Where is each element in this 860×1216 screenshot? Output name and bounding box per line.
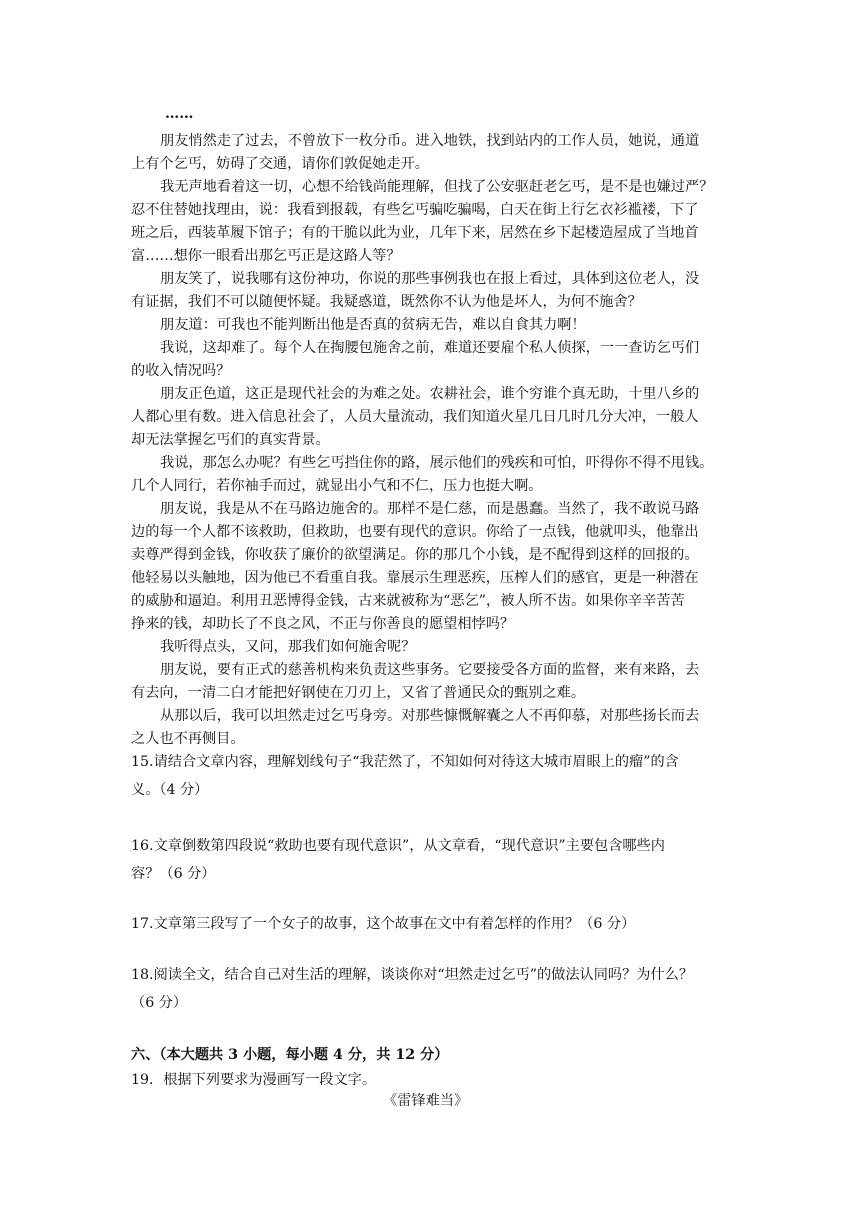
- passage-line: 富……想你一眼看出那乞丐正是这路人等？: [131, 248, 401, 264]
- passage-line: 卖尊严得到金钱，你收获了廉价的欲望满足。你的那几个小钱，是不配得到这样的回报的。: [131, 547, 699, 563]
- question-17: 17.文章第三段写了一个女子的故事，这个故事在文中有着怎样的作用？（6 分）: [131, 916, 636, 932]
- passage-line: 朋友正色道，这正是现代社会的为难之处。农耕社会，谁个穷谁个真无助，十里八乡的: [160, 386, 700, 402]
- passage-line: 我无声地看着这一切，心想不给钱尚能理解，但找了公安驱赶老乞丐，是不是也嫌过严？: [160, 179, 714, 195]
- passage-line: 有证据，我们不可以随便怀疑。我疑惑道，既然你不认为他是坏人，为何不施舍？: [131, 294, 642, 310]
- passage-line: 朋友道：可我也不能判断出他是否真的贫病无告，难以自食其力啊！: [160, 317, 586, 333]
- passage-line: 我听得点头，又问，那我们如何施舍呢？: [160, 639, 416, 655]
- passage-line: 的威胁和逼迫。利用丑恶博得金钱，古来就被称为“恶乞”，被人所不齿。如果你辛辛苦苦: [131, 593, 685, 609]
- ellipsis-line: ……: [165, 106, 194, 122]
- passage-line: 他轻易以头触地，因为他已不看重自我。靠展示生理恶疾，压榨人们的感官，更是一种潜在: [131, 570, 699, 586]
- passage-line: 朋友悄然走了过去，不曾放下一枚分币。进入地铁，找到站内的工作人员，她说，通道: [160, 133, 700, 149]
- passage-line: 挣来的钱，却助长了不良之风，不正与你善良的愿望相悖吗？: [131, 616, 515, 632]
- passage-line: 却无法掌握乞丐们的真实背景。: [131, 432, 330, 448]
- question-18: 18.阅读全文，结合自己对生活的理解，谈谈你对“坦然走过乞丐”的做法认同吗？为什么？: [131, 967, 694, 983]
- passage-line: 忍不住替她找理由，说：我看到报载，有些乞丐骗吃骗喝，白天在街上行乞衣衫褴褛，下了: [131, 202, 699, 218]
- question-18-cont: （6 分）: [131, 995, 188, 1011]
- comic-title: 《雷锋难当》: [383, 1093, 469, 1109]
- passage-line: 边的每一个人都不该救助，但救助，也要有现代的意识。你给了一点钱，他就叩头，他靠出: [131, 524, 699, 540]
- passage-line: 从那以后，我可以坦然走过乞丐身旁。对那些慷慨解囊之人不再仰慕，对那些扬长而去: [160, 708, 700, 724]
- passage-line: 朋友笑了，说我哪有这份神功，你说的那些事例我也在报上看过，具体到这位老人，没: [160, 271, 700, 287]
- passage-line: 上有个乞丐，妨碍了交通，请你们敦促她走开。: [131, 156, 429, 172]
- passage-line: 人都心里有数。进入信息社会了，人员大量流动，我们知道火星几日几时几分大冲，一般人: [131, 409, 699, 425]
- passage-line: 我说，那怎么办呢？有些乞丐挡住你的路，展示他们的残疾和可怕，吓得你不得不甩钱。: [160, 455, 714, 471]
- passage-line: 的收入情况吗？: [131, 363, 231, 379]
- passage-line: 朋友说，我是从不在马路边施舍的。那样不是仁慈，而是愚蠢。当然了，我不敢说马路: [160, 501, 700, 517]
- passage-line: 朋友说，要有正式的慈善机构来负责这些事务。它要接受各方面的监督，来有来路，去: [160, 662, 700, 678]
- question-16-cont: 容？（6 分）: [131, 866, 216, 882]
- question-15: 15.请结合文章内容，理解划线句子“我茫然了，不知如何对待这大城市眉眼上的瘤”的含: [131, 754, 679, 770]
- passage-line: 我说，这却难了。每个人在掏腰包施舍之前，难道还要雇个私人侦探，一一查访乞丐们: [160, 340, 700, 356]
- question-19: 19．根据下列要求为漫画写一段文字。: [131, 1072, 377, 1088]
- question-15-cont: 义。（4 分）: [131, 782, 209, 798]
- passage-line: 班之后，西装革履下馆子；有的干脆以此为业，几年下来，居然在乡下起楼造屋成了当地首: [131, 225, 699, 241]
- passage-line: 有去向，一清二白才能把好钢使在刀刃上，又省了普通民众的甄别之难。: [131, 685, 586, 701]
- question-16: 16.文章倒数第四段说“救助也要有现代意识”，从文章看，“现代意识”主要包含哪些内: [131, 838, 665, 854]
- passage-line: 之人也不再侧目。: [131, 731, 245, 747]
- section-heading: 六、（本大题共 3 小题，每小题 4 分，共 12 分）: [131, 1047, 449, 1063]
- passage-line: 几个人同行，若你袖手而过，就显出小气和不仁，压力也挺大啊。: [131, 478, 543, 494]
